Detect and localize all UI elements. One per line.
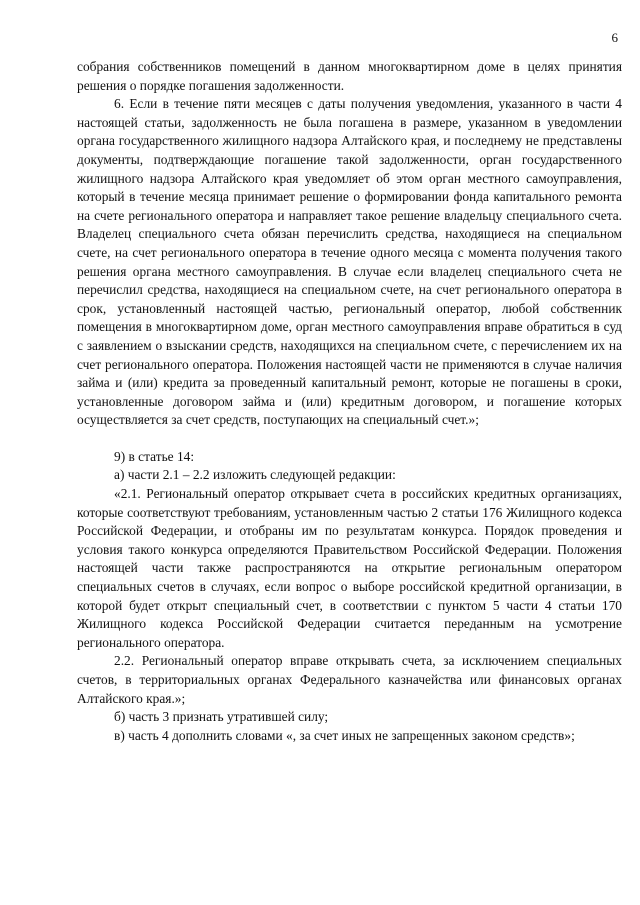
paragraph-part-2-1: «2.1. Региональный оператор открывает счета в российских кредитных организациях, которые соответствуют требованиям, установленным частью 2 статьи 176 Жилищного кодекса Российской Федерации, и отобраны им по результатам конкурса. Порядок проведения и условия такого конкурса определяются Правительством Российской Федерации. Положения настоящей части также распространяются на открытие региональным оператором специальных счетов в случаях, если вопрос о выборе российской кредитной организации, в которой будет открыт специальный счет, в соответствии с пунктом 5 части 4 статьи 170 Жилищного кодекса Российской Федерации считается переданным на усмотрение регионального оператора. xyxy=(77,486,622,650)
paragraph-subitem-a: а) части 2.1 – 2.2 изложить следующей редакции: xyxy=(114,467,396,483)
paragraph-continuation: собрания собственников помещений в данном многоквартирном доме в целях принятия решения о порядке погашения задолженности. xyxy=(77,59,622,93)
document-body xyxy=(77,58,622,745)
paragraph-part-6: 6. Если в течение пяти месяцев с даты получения уведомления, указанного в части 4 настоящей статьи, задолженность не была погашена в размере, указанном в уведомлении органа государственного жилищного надзора Алтайского края, и последнему не представлены документы, подтверждающие погашение такой задолженности, орган государственного жилищного надзора Алтайского края уведомляет об этом орган местного самоуправления, который в течение месяца принимает решение о формировании фонда капитального ремонта на счете регионального оператора и направляет такое решение владельцу специального счета. Владелец специального счета обязан перечислить средства, находящиеся на специальном счете, на счет регионального оператора в течение одного месяца с момента получения такого решения органа местного самоуправления. В случае если владелец специального счета не перечислил средства, находящиеся на специальном счете, на счет регионального оператора в срок, установленный настоящей частью, региональный оператор, любой собственник помещения в многоквартирном доме, орган местного самоуправления вправе обратиться в суд с заявлением о взыскании средств, находящихся на специальном счете, с перечислением их на счет регионального оператора. Положения настоящей части не применяются в случае наличия займа и (или) кредита за проведенный капитальный ремонт, которые не погашены в сроки, установленные договором займа и (или) кредитным договором, и погашение которых осуществляется за счет средств, поступающих на специальный счет.»; xyxy=(77,96,622,428)
paragraph-subitem-b: б) часть 3 признать утратившей силу; xyxy=(114,709,329,725)
paragraph-subitem-v: в) часть 4 дополнить словами «, за счет иных не запрещенных законом средств»; xyxy=(114,727,575,743)
paragraph-item-9: 9) в статье 14: xyxy=(114,448,195,464)
page-number: 6 xyxy=(611,30,618,45)
paragraph-part-2-2: 2.2. Региональный оператор вправе открывать счета, за исключением специальных счетов, в территориальных органах Федерального казначейства или финансовых органах Алтайского края.»; xyxy=(77,653,622,706)
